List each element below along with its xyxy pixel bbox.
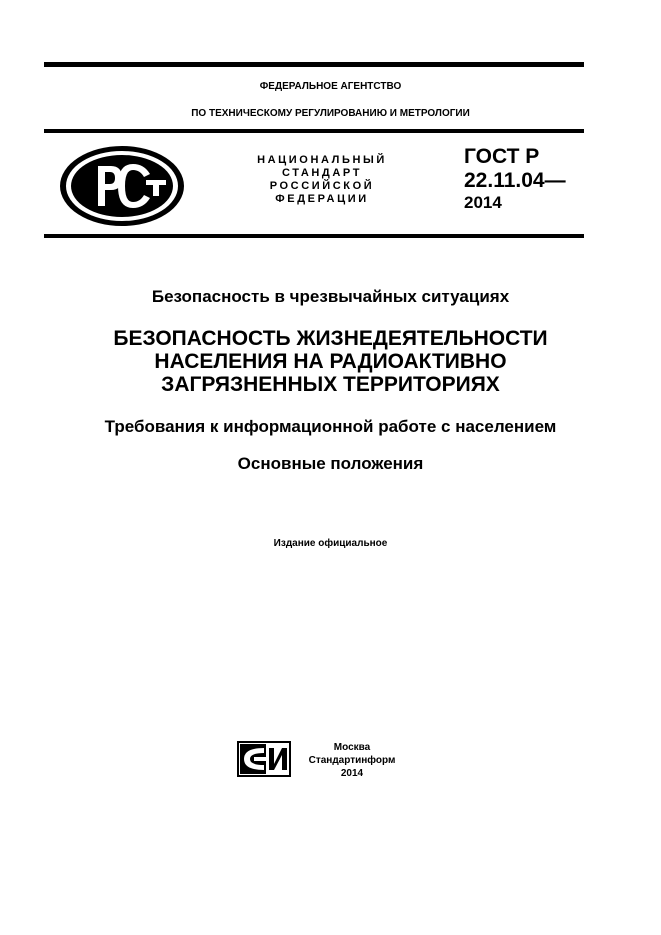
edition-note: Издание официальное — [273, 538, 388, 549]
subtitle: Требования к информационной работе с населением — [104, 417, 557, 436]
publisher-block — [302, 741, 402, 780]
standard-code-prefix: ГОСТ Р — [464, 145, 540, 168]
agency-line-1: ФЕДЕРАЛЬНОЕ АГЕНТСТВО — [259, 81, 402, 92]
standard-code — [464, 145, 566, 213]
national-standard-line: ФЕДЕРАЦИИ — [275, 193, 369, 205]
national-standard-label — [242, 154, 402, 206]
publisher-year: 2014 — [340, 768, 364, 779]
subtitle-secondary: Основные положения — [237, 454, 424, 473]
main-title-line: БЕЗОПАСНОСТЬ ЖИЗНЕДЕЯТЕЛЬНОСТИ — [113, 327, 548, 350]
national-standard-line: НАЦИОНАЛЬНЫЙ — [257, 154, 387, 166]
middle-rule — [44, 129, 584, 133]
gost-r-logo-icon — [58, 144, 186, 228]
agency-line-2: ПО ТЕХНИЧЕСКОМУ РЕГУЛИРОВАНИЮ И МЕТРОЛОГИИ — [191, 108, 470, 119]
standard-code-number: 22.11.04— — [464, 169, 566, 192]
national-standard-line: СТАНДАРТ — [281, 167, 363, 179]
publisher-city: Москва — [333, 742, 371, 753]
main-title — [0, 327, 661, 396]
national-standard-line: РОССИЙСКОЙ — [269, 180, 375, 192]
standartinform-logo-icon — [236, 740, 292, 778]
main-title-line: ЗАГРЯЗНЕННЫХ ТЕРРИТОРИЯХ — [161, 373, 500, 396]
bottom-rule — [44, 234, 584, 238]
publisher-name: Стандартинформ — [308, 755, 396, 766]
standard-code-year: 2014 — [464, 193, 502, 212]
series-title: Безопасность в чрезвычайных ситуациях — [151, 287, 510, 306]
main-title-line: НАСЕЛЕНИЯ НА РАДИОАКТИВНО — [154, 350, 507, 373]
top-rule — [44, 62, 584, 67]
